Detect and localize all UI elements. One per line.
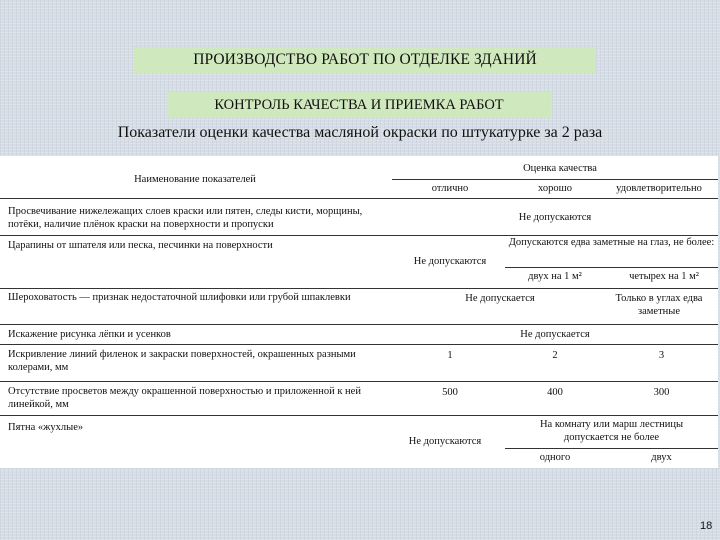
row-7-good: одного: [539, 452, 571, 463]
row-6-good: 400: [547, 387, 563, 398]
row-6-excellent: 500: [442, 387, 458, 398]
row-6-name: Отсутствие просветов между окрашенной поверхностью и приложенной к ней линейкой, мм: [8, 386, 361, 410]
row-divider: [0, 288, 718, 289]
row-2-satisfactory: четырех на 1 м²: [629, 271, 699, 282]
header-quality: Оценка качества: [523, 163, 597, 174]
row-7-subline: [505, 448, 718, 449]
row-1-name: Просвечивание нижележащих слоев краски или пятен, следы кисти, морщины, потёки, наличие плёнок краски на поверхности и пропуски: [8, 206, 363, 230]
row-4-value: Не допускается: [520, 329, 590, 340]
row-7-good-satisfactory: На комнату или марш лестницы допускается не более: [539, 419, 684, 443]
row-3-excellent-good: Не допускается: [465, 293, 535, 304]
row-divider: [0, 381, 718, 382]
page-number: 18: [700, 520, 713, 532]
row-2-name: Царапины от шпателя или песка, песчинки на поверхности: [8, 240, 273, 251]
row-5-good: 2: [552, 350, 558, 361]
row-6-satisfactory: 300: [653, 387, 670, 398]
row-5-name: Искривление линий филенок и закраски поверхностей, окрашенных разными колерами, мм: [8, 349, 356, 373]
row-divider: [0, 415, 718, 416]
row-divider: [0, 344, 718, 345]
row-2-subline: [505, 267, 718, 268]
row-3-name: Шероховатость — признак недостаточной шлифовки или грубой шпаклевки: [8, 292, 351, 303]
header-divider-line: [392, 179, 718, 180]
quality-table: [0, 156, 718, 468]
row-5-excellent: 1: [447, 350, 453, 361]
slide-subtitle: КОНТРОЛЬ КАЧЕСТВА И ПРИЕМКА РАБОТ: [167, 92, 551, 118]
row-5-satisfactory: 3: [658, 350, 665, 361]
row-4-name: Искажение рисунка лёпки и усенков: [8, 329, 171, 340]
header-good: хорошо: [538, 183, 572, 194]
row-2-good: двух на 1 м²: [528, 271, 582, 282]
row-divider: [0, 324, 718, 325]
header-indicator: Наименование показателей: [134, 174, 256, 185]
header-satisfactory: удовлетворительно: [616, 183, 702, 194]
row-7-name: Пятна «жухлые»: [8, 422, 84, 433]
table-heading: Показатели оценки качества масляной окраски по штукатурке за 2 раза: [117, 124, 603, 141]
header-bottom-line: [0, 198, 718, 199]
header-excellent: отлично: [431, 183, 469, 194]
row-2-good-satisfactory: Допускаются едва заметные на глаз, не более:: [508, 237, 715, 248]
row-2-excellent: Не допускаются: [413, 256, 487, 267]
row-divider: [0, 235, 718, 236]
row-7-satisfactory: двух: [651, 452, 672, 463]
row-1-value: Не допускаются: [518, 212, 592, 223]
row-7-excellent: Не допускаются: [408, 436, 482, 447]
slide-title: ПРОИЗВОДСТВО РАБОТ ПО ОТДЕЛКЕ ЗДАНИЙ: [134, 47, 596, 73]
row-3-satisfactory: Только в углах едва заметные: [615, 293, 703, 317]
